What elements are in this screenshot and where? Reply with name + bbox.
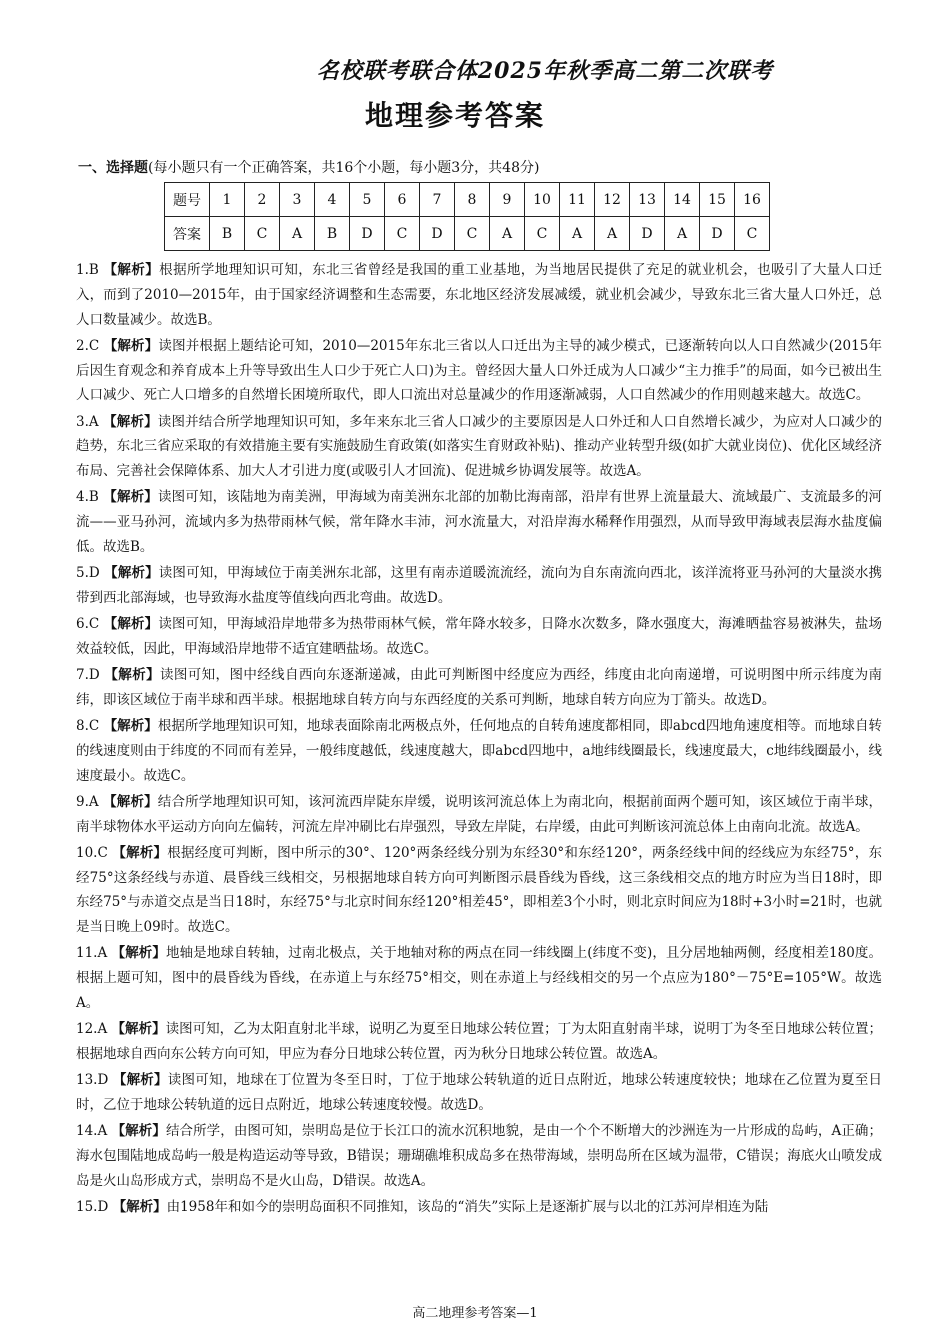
answer-cell: A xyxy=(595,217,630,251)
analysis-keyword: 【解析】 xyxy=(111,1123,166,1140)
section-heading xyxy=(78,157,539,177)
explanation-item xyxy=(76,714,882,788)
item-number-answer: 11.A xyxy=(76,945,108,962)
item-explanation: 读图可知，该陆地为南美洲，甲海域为南美洲东北部的加勒比海南部，沿岸有世界上流量最大、流域最广、支流最多的河流——亚马孙河，流域内多为热带雨林气候，常年降水丰沛，河水流量大，对沿岸海水稀释作用强烈，从而导致甲海域表层海水盐度偏低。故选B。 xyxy=(76,489,883,555)
analysis-keyword: 【解析】 xyxy=(104,667,160,684)
item-explanation: 根据经度可判断，图中所示的30°、120°两条经线分别为东经30°和东经120°，两条经线中间的经线应为东经75°，东经75°这条经线与赤道、晨昏线三线相交，另根据地球自转方向可判断图示晨昏线为昏线，这三条线相交点的地方时应为当日18时，即东经75°与赤道交点是当日18时，东经75°与北京时间东经120°相差45°，即相差3个小时，则北京时间应为18时+3小时=21时，也就是当日晚上09时。故选C。 xyxy=(76,844,882,936)
answer-table xyxy=(164,182,770,251)
question-number: 15 xyxy=(700,183,735,217)
exam-title: 名校联考联合体2025年秋季高二第二次联考 xyxy=(316,58,774,84)
question-number: 4 xyxy=(315,183,350,217)
answer-cell: A xyxy=(665,217,700,251)
item-explanation: 根据所学地理知识可知，地球表面除南北两极点外，任何地点的自转角速度都相同，即abcd四地角速度相等。而地球自转的线速度则由于纬度的不同而有差异，一般纬度越低，线速度越大，即abcd四地中，a地纬线圈最长，线速度最大，c地纬线圈最小，线速度最小。故选C。 xyxy=(76,718,883,784)
analysis-keyword: 【解析】 xyxy=(112,1072,168,1089)
item-explanation: 读图可知，乙为太阳直射北半球，说明乙为夏至日地球公转位置；丁为太阳直射南半球，说明丁为冬至日地球公转位置；根据地球自西向东公转方向可知，甲应为春分日地球公转位置，丙为秋分日地球公转位置。故选A。 xyxy=(76,1021,883,1062)
section-label: 一、选择题 xyxy=(78,160,148,176)
analysis-keyword: 【解析】 xyxy=(111,1021,166,1038)
analysis-keyword: 【解析】 xyxy=(103,337,159,354)
answer-key-title: 地理参考答案 xyxy=(364,99,545,132)
answer-cell: C xyxy=(735,217,770,251)
question-number: 10 xyxy=(525,183,560,217)
item-number-answer: 12.A xyxy=(76,1021,108,1038)
question-number: 1 xyxy=(210,183,245,217)
item-explanation: 读图可知，甲海域沿岸地带多为热带雨林气候，常年降水较多，日降水次数多，降水强度大，海滩晒盐容易被淋失，盐场效益较低，因此，甲海域沿岸地带不适宜建晒盐场。故选C。 xyxy=(76,616,883,657)
question-number: 3 xyxy=(280,183,315,217)
explanation-item xyxy=(76,841,882,940)
answer-cell: A xyxy=(490,217,525,251)
item-number-answer: 5.D xyxy=(76,565,100,582)
explanation-item xyxy=(76,334,882,408)
item-number-answer: 9.A xyxy=(76,793,99,810)
explanation-item xyxy=(76,258,882,332)
explanation-list xyxy=(76,258,882,1221)
answer-cell: C xyxy=(525,217,560,251)
analysis-keyword: 【解析】 xyxy=(112,844,168,861)
answer-cell: A xyxy=(560,217,595,251)
item-number-answer: 14.A xyxy=(76,1123,108,1140)
explanation-item xyxy=(76,663,882,713)
explanation-item xyxy=(76,1195,882,1220)
item-number-answer: 3.A xyxy=(76,413,99,430)
item-number-answer: 7.D xyxy=(76,667,100,684)
question-number: 8 xyxy=(455,183,490,217)
question-number: 14 xyxy=(665,183,700,217)
analysis-keyword: 【解析】 xyxy=(103,718,158,735)
explanation-item xyxy=(76,790,882,840)
analysis-keyword: 【解析】 xyxy=(112,1198,167,1215)
item-explanation: 地轴是地球自转轴，过南北极点，关于地轴对称的两点在同一纬线圈上(纬度不变)，且分居地轴两侧，经度相差180度。根据上题可知，图中的晨昏线为昏线，在赤道上与东经75°相交，则在赤道上与经线相交的另一个点应为180°－75°E=105°W。故选A。 xyxy=(76,945,883,1012)
question-number: 11 xyxy=(560,183,595,217)
analysis-keyword: 【解析】 xyxy=(103,262,160,278)
explanation-item xyxy=(76,561,882,611)
answer-cell: D xyxy=(630,217,665,251)
row-header-number: 题号 xyxy=(165,183,210,217)
analysis-keyword: 【解析】 xyxy=(103,413,158,430)
item-number-answer: 6.C xyxy=(76,616,100,633)
item-explanation: 读图并根据上题结论可知，2010—2015年东北三省以人口迁出为主导的减少模式，已逐渐转向以人口自然减少(2015年后因生育观念和养育成本上升等导致出生人口少于死亡人口)为主。曾经因大量人口外迁成为人口减少“主力推手”的局面，如今已被出生人口减少、死亡人口增多的自然增长困境所取代，即人口流出对总量减少的作用逐渐减弱，人口自然减少的作用则越来越大。故选C。 xyxy=(76,337,883,404)
item-explanation: 结合所学，由图可知，崇明岛是位于长江口的流水沉积地貌，是由一个个不断增大的沙洲连为一片形成的岛屿，A正确；海水包围陆地成岛屿一般是构造运动等导致，B错误；珊瑚礁堆积成岛多在热带海域，崇明岛所在区域为温带，C错误；海底火山喷发成岛是火山岛形成方式，崇明岛不是火山岛，D错误。故选A。 xyxy=(76,1123,883,1189)
item-number-answer: 4.B xyxy=(76,489,99,506)
item-number-answer: 8.C xyxy=(76,718,100,735)
explanation-item xyxy=(76,485,882,559)
item-number-answer: 10.C xyxy=(76,844,108,861)
item-explanation: 读图可知，地球在丁位置为冬至日时，丁位于地球公转轨道的近日点附近，地球公转速度较快；地球在乙位置为夏至日时，乙位于地球公转轨道的远日点附近，地球公转速度较慢。故选D。 xyxy=(76,1072,883,1113)
analysis-keyword: 【解析】 xyxy=(103,793,158,810)
question-number: 16 xyxy=(735,183,770,217)
answer-cell: C xyxy=(385,217,420,251)
answer-cell: A xyxy=(280,217,315,251)
analysis-keyword: 【解析】 xyxy=(103,489,158,506)
question-number: 6 xyxy=(385,183,420,217)
item-number-answer: 1.B xyxy=(76,262,99,278)
answer-cell: C xyxy=(455,217,490,251)
answer-cell: D xyxy=(700,217,735,251)
section-note: (每小题只有一个正确答案，共16个小题，每小题3分，共48分) xyxy=(148,160,540,176)
answer-cell: B xyxy=(315,217,350,251)
answer-cell: D xyxy=(350,217,385,251)
item-number-answer: 13.D xyxy=(76,1072,109,1089)
item-number-answer: 2.C xyxy=(76,337,100,354)
item-explanation: 读图可知，甲海域位于南美洲东北部，这里有南赤道暖流流经，流向为自东南流向西北，该洋流将亚马孙河的大量淡水携带到西北部海域，也导致海水盐度等值线向西北弯曲。故选D。 xyxy=(76,565,883,606)
item-explanation: 由1958年和如今的崇明岛面积不同推知，该岛的“消失”实际上是逐渐扩展与以北的江苏河岸相连为陆 xyxy=(166,1198,769,1215)
explanation-item xyxy=(76,612,882,662)
answer-row xyxy=(165,217,770,251)
explanation-item xyxy=(76,1068,882,1118)
answer-cell: B xyxy=(210,217,245,251)
page-footer: 高二地理参考答案—1 xyxy=(412,1306,538,1321)
explanation-item xyxy=(76,941,882,1015)
question-number: 12 xyxy=(595,183,630,217)
analysis-keyword: 【解析】 xyxy=(103,616,159,633)
question-number: 9 xyxy=(490,183,525,217)
explanation-item xyxy=(76,1119,882,1193)
analysis-keyword: 【解析】 xyxy=(104,565,159,582)
question-number: 5 xyxy=(350,183,385,217)
analysis-keyword: 【解析】 xyxy=(111,945,166,962)
explanation-item xyxy=(76,1017,882,1067)
item-explanation: 根据所学地理知识可知，东北三省曾经是我国的重工业基地，为当地居民提供了充足的就业机会，也吸引了大量人口迁入，而到了2010—2015年，由于国家经济调整和生态需要，东北地区经济发展减缓，就业机会减少，导致东北三省大量人口外迁，总人口数量减少。故选B。 xyxy=(76,262,883,328)
answer-cell: C xyxy=(245,217,280,251)
item-number-answer: 15.D xyxy=(76,1198,109,1215)
question-number: 2 xyxy=(245,183,280,217)
item-explanation: 读图并结合所学地理知识可知，多年来东北三省人口减少的主要原因是人口外迁和人口自然增长减少，为应对人口减少的趋势，东北三省应采取的有效措施主要有实施鼓励生育政策(如落实生育财政补贴)、推动产业转型升级(如扩大就业岗位)、优化区域经济布局、完善社会保障体系、加大人才引进力度(或吸引人才回流)、促进城乡协调发展等。故选A。 xyxy=(76,413,883,480)
question-number: 7 xyxy=(420,183,455,217)
question-number: 13 xyxy=(630,183,665,217)
item-explanation: 结合所学地理知识可知，该河流西岸陡东岸缓，说明该河流总体上为南北向，根据前面两个题可知，该区域位于南半球，南半球物体水平运动方向向左偏转，河流左岸冲刷比右岸强烈，导致左岸陡，右岸缓，由此可判断该河流总体上由南向北流。故选A。 xyxy=(76,793,883,835)
item-explanation: 读图可知，图中经线自西向东逐渐递减，由此可判断图中经度应为西经，纬度由北向南递增，可说明图中所示纬度为南纬，即该区域位于南半球和西半球。根据地球自转方向与东西经度的关系可判断，地球自转方向应为丁箭头。故选D。 xyxy=(76,667,883,708)
explanation-item xyxy=(76,410,882,484)
row-header-answer: 答案 xyxy=(165,217,210,251)
question-number-row xyxy=(165,183,770,217)
answer-cell: D xyxy=(420,217,455,251)
